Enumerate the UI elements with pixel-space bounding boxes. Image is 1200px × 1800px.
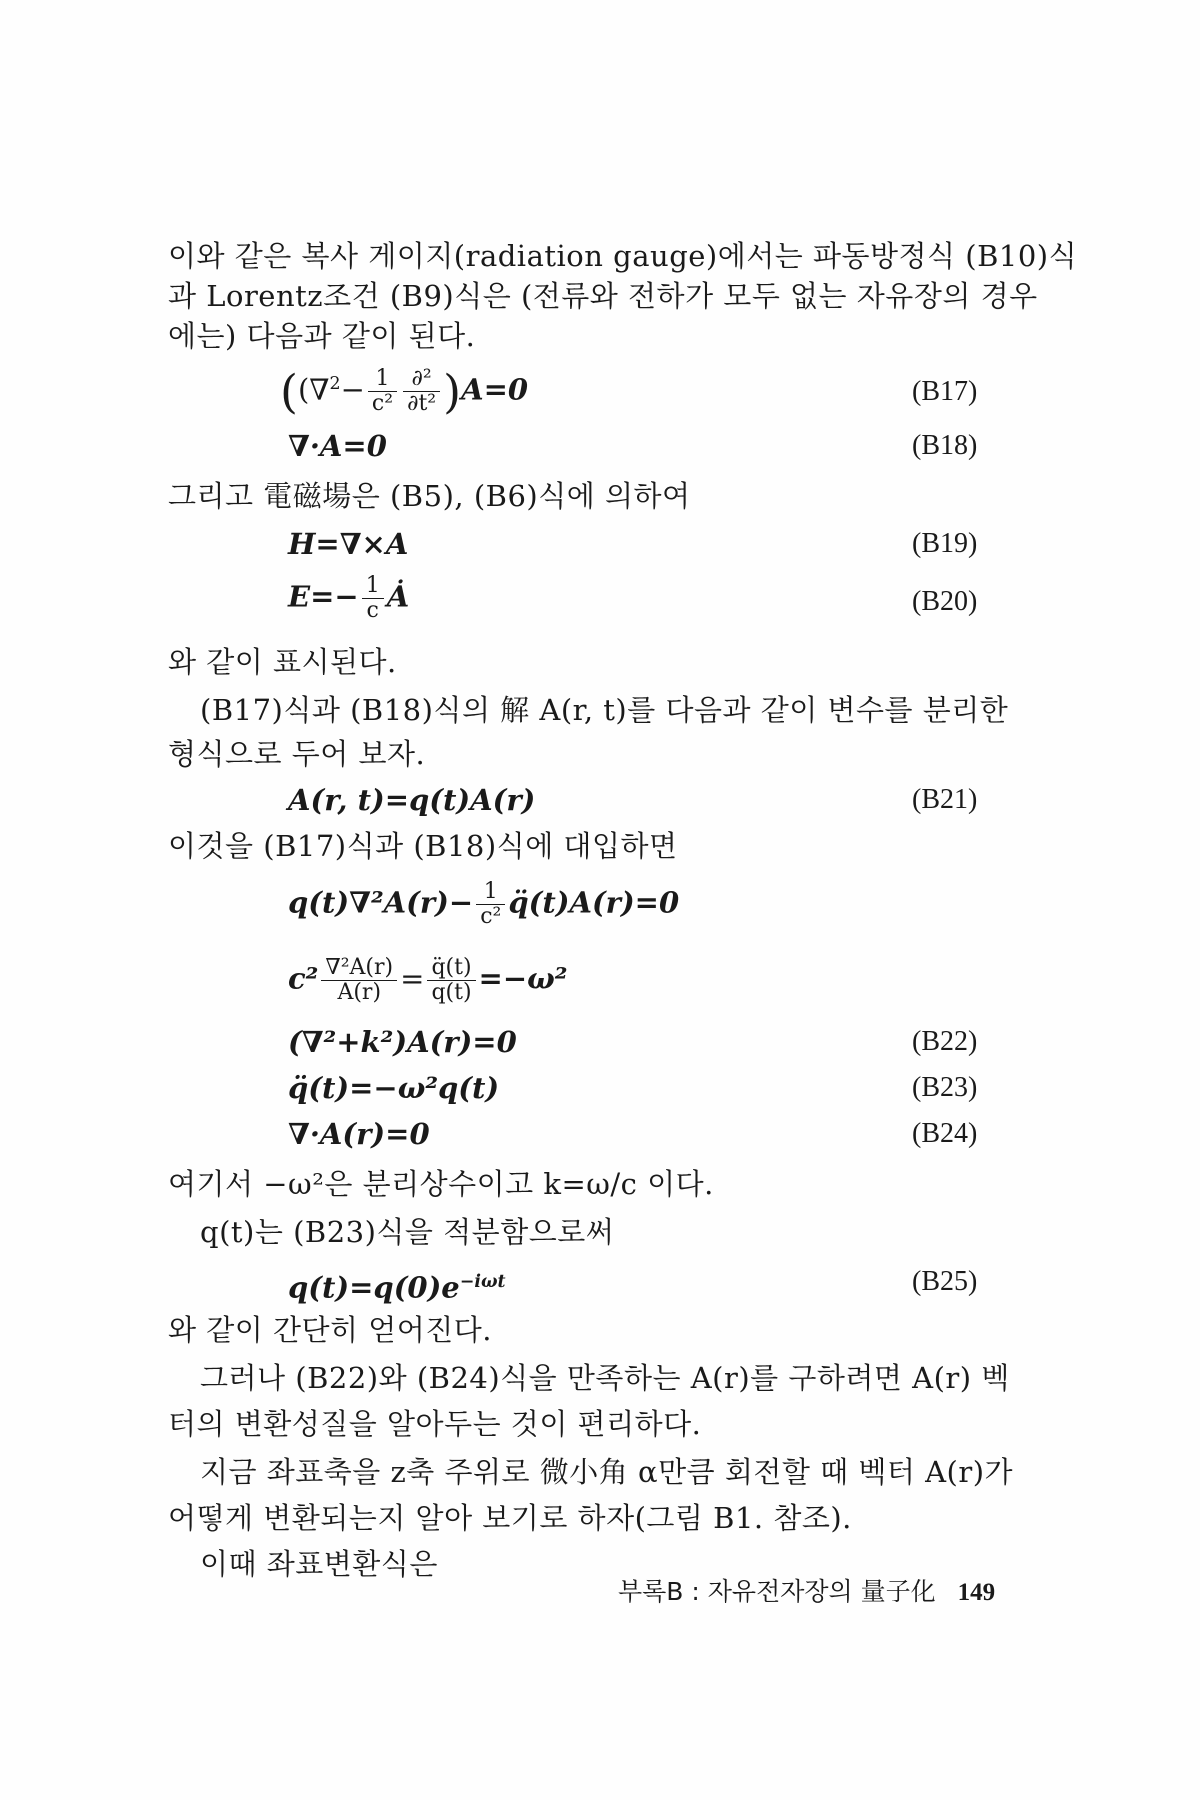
eq-sub2-mid: = [400, 961, 425, 996]
equation-b17: ((∇$^2$− $\frac{1}{\text{c²}}$ $\frac{\text{∂²}}{\text{∂t²}}$ )A=0 [280, 364, 529, 419]
eq-sub2-f2d: q(t) [431, 980, 472, 1005]
eq-b19-text: H=∇×A [288, 527, 409, 561]
eq-sub1-fn: 1 [476, 880, 505, 905]
text-line-11: 와 같이 간단히 얻어진다. [168, 1313, 493, 1347]
eq-sub2-frac1 [321, 956, 397, 1005]
equation-label-b20: (B20) [912, 586, 978, 617]
equation-label-b18: (B18) [912, 430, 978, 461]
equation-b23 [288, 1068, 499, 1108]
eq-b25-sup: −iωt [459, 1272, 506, 1292]
equation-label-b21: (B21) [912, 784, 978, 815]
eq-sub1-frac [476, 880, 505, 929]
eq-sub2-f2n: q̈(t) [427, 956, 475, 981]
text-line-4: 그리고 電磁場은 (B5), (B6)식에 의하여 [168, 479, 691, 513]
equation-sub2 [288, 956, 567, 1005]
equation-label-b22: (B22) [912, 1026, 978, 1057]
text-line-14: 지금 좌표축을 z축 주위로 微小角 α만큼 회전할 때 벡터 A(r)가 [200, 1455, 1014, 1489]
eq-b17-frac2 [403, 367, 440, 416]
eq-b17-minus: − [340, 372, 365, 407]
eq-b23-text: q̈(t)=−ω²q(t) [288, 1071, 500, 1105]
equation-b18 [288, 426, 387, 466]
equation-b20 [288, 574, 409, 623]
eq-sub2-pre: c² [288, 961, 319, 996]
text-line-15: 어떻게 변환되는지 알아 보기로 하자(그림 B1. 참조). [168, 1501, 852, 1535]
page-number: 149 [957, 1579, 996, 1606]
equation-sub1 [288, 880, 679, 929]
eq-b20-fd: c [366, 598, 379, 623]
text-line-8: 이것을 (B17)식과 (B18)식에 대입하면 [168, 829, 678, 863]
text-line-10: q(t)는 (B23)식을 적분함으로써 [200, 1215, 615, 1249]
equation-label-b25: (B25) [912, 1266, 978, 1297]
running-footer [618, 1572, 995, 1608]
footer-title: 부록B : 자유전자장의 量子化 [618, 1577, 936, 1606]
eq-b20-frac [362, 574, 384, 623]
text-line-16: 이때 좌표변환식은 [200, 1547, 438, 1581]
eq-sub1-rhs: q̈(t)A(r)=0 [508, 885, 680, 920]
equation-b22 [288, 1022, 517, 1062]
equation-b24 [288, 1114, 430, 1154]
eq-b17-frac1 [368, 367, 397, 416]
equation-label-b19: (B19) [912, 528, 978, 559]
eq-b17-f2n: ∂² [403, 367, 440, 392]
eq-b17-f1n: 1 [368, 367, 397, 392]
paragraph-line-3: 에는) 다음과 같이 된다. [168, 319, 476, 353]
eq-b24-text: ∇·A(r)=0 [288, 1117, 430, 1151]
eq-b17-sup: 2 [329, 374, 341, 394]
eq-sub2-frac2 [427, 956, 475, 1005]
equation-label-b23: (B23) [912, 1072, 978, 1103]
text-line-5: 와 같이 표시된다. [168, 645, 397, 679]
text-line-6: (B17)식과 (B18)식의 解 A(r, t)를 다음과 같이 변수를 분리한 [200, 693, 1009, 727]
equation-b21 [288, 780, 535, 820]
eq-b18-text: ∇·A=0 [288, 429, 387, 463]
eq-b20-rhs: Ȧ [386, 579, 410, 614]
eq-sub2-f1n: ∇²A(r) [321, 956, 397, 981]
eq-b20-fn: 1 [362, 574, 384, 599]
eq-sub2-f1d: A(r) [337, 980, 382, 1005]
eq-b20-lhs: E=− [288, 579, 359, 614]
paragraph-line-2: 과 Lorentz조건 (B9)식은 (전류와 전하가 모두 없는 자유장의 경우 [168, 279, 1038, 313]
equation-label-b17: (B17) [912, 376, 978, 407]
paragraph-line-1: 이와 같은 복사 게이지(radiation gauge)에서는 파동방정식 (B10)식 [168, 239, 1078, 273]
text-line-13: 터의 변환성질을 알아두는 것이 편리하다. [168, 1407, 702, 1441]
equation-label-b24: (B24) [912, 1118, 978, 1149]
eq-b25-text: q(t)=q(0)e [288, 1270, 460, 1305]
eq-b22-text: (∇²+k²)A(r)=0 [288, 1025, 517, 1059]
equation-b19 [288, 524, 408, 564]
eq-b17-nabla: (∇ [297, 372, 330, 407]
eq-b21-text: A(r, t)=q(t)A(r) [288, 783, 536, 817]
text-line-7: 형식으로 두어 보자. [168, 737, 426, 771]
eq-sub2-rhs: =−ω² [478, 961, 568, 996]
text-line-9: 여기서 −ω²은 분리상수이고 k=ω/c 이다. [168, 1167, 714, 1201]
eq-b17-f1d: c² [371, 391, 394, 417]
eq-b17-f2d: ∂t² [407, 391, 437, 417]
text-line-12: 그러나 (B22)와 (B24)식을 만족하는 A(r)를 구하려면 A(r) 벡 [200, 1361, 1010, 1395]
eq-sub1-fd: c² [480, 904, 502, 929]
equation-b25 [288, 1262, 506, 1308]
eq-b17-rhs: A=0 [461, 372, 529, 407]
eq-sub1-lhs: q(t)∇²A(r)− [288, 885, 474, 920]
